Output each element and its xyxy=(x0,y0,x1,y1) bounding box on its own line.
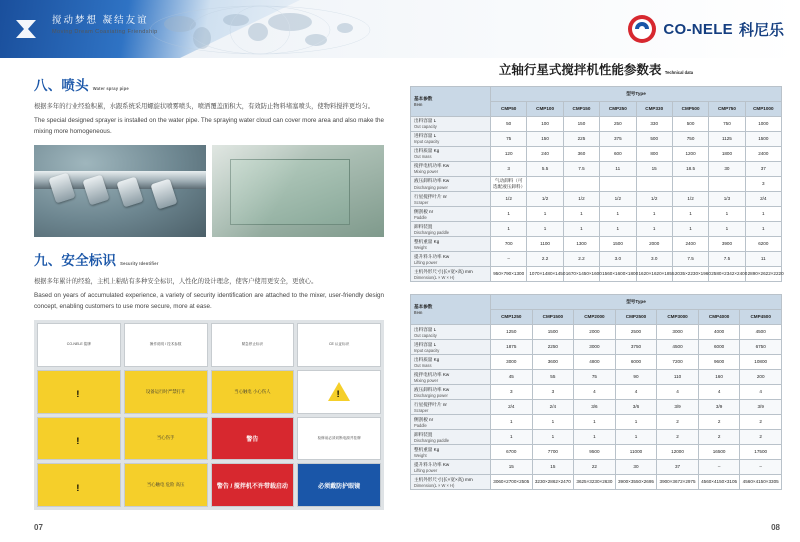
table-cell: 360 xyxy=(563,147,599,162)
table-cell: 2400 xyxy=(745,147,781,162)
security-label xyxy=(37,417,121,461)
table-cell: 15 xyxy=(491,460,533,475)
world-map-icon xyxy=(140,4,380,56)
table-cell: 1/3 xyxy=(709,192,745,207)
table-cell: 1250 xyxy=(491,325,533,340)
table-cell: 4560×4150×3105 xyxy=(698,475,740,490)
table-cell: 800 xyxy=(636,147,672,162)
table-cell: 2/4 xyxy=(745,192,781,207)
table-row xyxy=(411,460,782,475)
table-cell: 1 xyxy=(563,207,599,222)
brand-lockup xyxy=(627,14,784,44)
table-row-label: 进料容量 L Input capacity xyxy=(411,132,491,147)
table-model-header: CMP1250 xyxy=(491,310,533,325)
page-number-right: 08 xyxy=(771,523,780,532)
table-cell: 3 xyxy=(491,385,533,400)
table-cell: 2/4 xyxy=(491,400,533,415)
table-cell: 1300 xyxy=(563,237,599,252)
table-cell: 2580×2342×2400 xyxy=(709,267,745,282)
table-model-header: CMP3000 xyxy=(657,310,699,325)
table-row xyxy=(411,252,782,267)
security-label: 当心触电 危险 高压 xyxy=(124,463,208,507)
table-cell: 1 xyxy=(527,207,563,222)
table-cell: 4 xyxy=(574,385,616,400)
table-model-header: CMP1000 xyxy=(745,102,781,117)
table-cell: 18.5 xyxy=(672,162,708,177)
table-cell: 2 xyxy=(657,415,699,430)
table-row xyxy=(411,325,782,340)
table-cell: 1/2 xyxy=(636,192,672,207)
table-row-label: 卸料装置 Discharging paddle xyxy=(411,222,491,237)
table-cell: 3600 xyxy=(532,355,574,370)
table-row-label: 进料容量 L Input capacity xyxy=(411,340,491,355)
table-row-label: 出料质量 Kg Out mass xyxy=(411,147,491,162)
table-cell: 1875 xyxy=(491,340,533,355)
security-label: 当心触电 小心伤人 xyxy=(211,370,295,414)
table-cell: 1500 xyxy=(532,325,574,340)
table-cell: 5.5 xyxy=(527,162,563,177)
table-cell: 250 xyxy=(600,117,636,132)
table-row-label: 搅拌电机功率 Kw Mixing power xyxy=(411,162,491,177)
table-model-header: CMP750 xyxy=(709,102,745,117)
table-cell: 1 xyxy=(745,222,781,237)
table-cell: 6000 xyxy=(698,340,740,355)
section-water-spray-title-cn: 八、喷头 xyxy=(34,78,89,93)
table-cell: 200 xyxy=(740,370,782,385)
technical-data-title-cn: 立轴行星式搅拌机性能参数表 xyxy=(498,63,662,77)
page-header xyxy=(0,0,800,59)
security-label: 当心伤手 xyxy=(124,417,208,461)
table-cell: 3.0 xyxy=(600,252,636,267)
table-cell: 110 xyxy=(657,370,699,385)
table-cell: 1 xyxy=(709,222,745,237)
table-cell: 6200 xyxy=(745,237,781,252)
table-cell: 16500 xyxy=(698,445,740,460)
table-type-header: 型号Type xyxy=(491,87,782,102)
table-cell: 1000 xyxy=(745,117,781,132)
security-label: 警告 / 搅拌机不许带载启动 xyxy=(211,463,295,507)
table-param-header: 基本参数 Item xyxy=(411,295,491,325)
section-water-spray-heading xyxy=(34,74,384,94)
table-cell: 9500 xyxy=(574,445,616,460)
table-gap xyxy=(410,282,782,294)
table-cell: 2250 xyxy=(532,340,574,355)
table-row xyxy=(411,430,782,445)
table-cell: 4 xyxy=(740,385,782,400)
table-model-header: CMP1500 xyxy=(532,310,574,325)
table-cell: 1125 xyxy=(709,132,745,147)
table-cell: 3000 xyxy=(574,340,616,355)
table-cell: 4500 xyxy=(740,325,782,340)
table-row-label: 提升料斗功率 Kw Lifting power xyxy=(411,460,491,475)
table-cell: 2.2 xyxy=(527,252,563,267)
table-cell: 150 xyxy=(563,117,599,132)
table-cell xyxy=(527,177,563,192)
security-label-grid xyxy=(34,320,384,510)
table-model-header: CMP4500 xyxy=(740,310,782,325)
section-water-spray-title-en: Water spray pipe xyxy=(92,86,129,91)
table-cell: 6750 xyxy=(740,340,782,355)
company-mark-icon xyxy=(14,14,44,44)
table-cell: 3/9 xyxy=(740,400,782,415)
security-label: 设备运行时严禁打开 xyxy=(124,370,208,414)
table-model-header: CMP100 xyxy=(527,102,563,117)
table-cell: 1560×1600×1800 xyxy=(600,267,636,282)
table-cell: 6000 xyxy=(615,355,657,370)
table-cell xyxy=(709,177,745,192)
table-cell xyxy=(600,177,636,192)
table-cell: 3060×2700×2505 xyxy=(491,475,533,490)
table-cell: 1 xyxy=(574,430,616,445)
table-cell: 2000 xyxy=(574,325,616,340)
table-cell: 1 xyxy=(745,207,781,222)
security-label xyxy=(297,370,381,414)
table-cell: 22 xyxy=(574,460,616,475)
security-label: CE 认证标识 xyxy=(297,323,381,367)
table-row xyxy=(411,400,782,415)
table-cell: 1070×1480×1450 xyxy=(527,267,563,282)
table-cell: 1200 xyxy=(672,147,708,162)
table-cell: 11 xyxy=(745,252,781,267)
table-cell: 75 xyxy=(574,370,616,385)
table-cell: 17500 xyxy=(740,445,782,460)
table-cell: 2000 xyxy=(636,237,672,252)
table-cell: 10800 xyxy=(740,355,782,370)
security-label: 操作说明 / 技术参数 xyxy=(124,323,208,367)
table-cell: 50 xyxy=(491,117,527,132)
table-cell: 330 xyxy=(636,117,672,132)
table-cell: 2 xyxy=(657,430,699,445)
security-label: 警告 xyxy=(211,417,295,461)
table-cell: 4560×4150×3305 xyxy=(740,475,782,490)
table-cell xyxy=(636,177,672,192)
table-cell: 30 xyxy=(709,162,745,177)
table-cell: 750 xyxy=(672,132,708,147)
table-cell: 1 xyxy=(672,207,708,222)
table-param-header: 基本参数 Item xyxy=(411,87,491,117)
section-security-title-en: Security Identifier xyxy=(120,261,159,267)
section-water-spray-paragraph-cn: 根据多年的行业经验积累，水跟系统采用螺旋状喷雾喷头，喷洒覆盖面积大，有效防止物料堵塞喷头，使物料搅拌更均匀。 xyxy=(34,103,375,110)
table-model-header: CMP4000 xyxy=(698,310,740,325)
table-cell: 7.5 xyxy=(563,162,599,177)
table-row xyxy=(411,415,782,430)
table-model-header: CMP2500 xyxy=(615,310,657,325)
table-cell: 3000 xyxy=(491,355,533,370)
table-cell: 3900×3550×2695 xyxy=(615,475,657,490)
security-label xyxy=(37,370,121,414)
table-row-label: 搅拌电机功率 Kw Mixing power xyxy=(411,370,491,385)
table-cell: 15 xyxy=(532,460,574,475)
table-cell: 1 xyxy=(563,222,599,237)
table-row-label: 侧刮板 nr Paddle xyxy=(411,207,491,222)
table-cell: 1 xyxy=(636,207,672,222)
slogan-en: Moving Dream Coaxiating Friendship xyxy=(52,28,158,35)
table-cell: 2 xyxy=(698,430,740,445)
table-row xyxy=(411,340,782,355)
table-cell: 1/2 xyxy=(600,192,636,207)
table-model-header: CMP2000 xyxy=(574,310,616,325)
table-cell: 500 xyxy=(672,117,708,132)
table-cell: 3900×3672×2975 xyxy=(657,475,699,490)
table-cell: 1 xyxy=(672,222,708,237)
table-cell: 3625×3230×2630 xyxy=(574,475,616,490)
table-row xyxy=(411,237,782,252)
table-cell: – xyxy=(698,460,740,475)
page-number-left: 07 xyxy=(34,523,43,532)
table-cell: 4 xyxy=(698,385,740,400)
table-cell: 1 xyxy=(532,415,574,430)
table-row-label: 液压卸料功率 Kw Discharging power xyxy=(411,385,491,400)
table-model-header: CMP250 xyxy=(600,102,636,117)
table-row-label: 整机重量 Kg Weight xyxy=(411,237,491,252)
table-cell: – xyxy=(491,252,527,267)
table-cell: 3/9 xyxy=(698,400,740,415)
slogan-cn: 搅动梦想 凝结友谊 xyxy=(52,15,149,26)
table-cell: 120 xyxy=(491,147,527,162)
table-cell: 2500 xyxy=(615,325,657,340)
table-row xyxy=(411,207,782,222)
table-cell: 2 xyxy=(740,430,782,445)
water-spray-photos xyxy=(34,145,384,237)
table-cell: 2890×2622×2220 xyxy=(745,267,781,282)
security-label: 紧急停止标识 xyxy=(211,323,295,367)
brand-badge-icon xyxy=(627,14,657,44)
table-row xyxy=(411,147,782,162)
table-row-label: 侧刮板 nr Paddle xyxy=(411,415,491,430)
table-cell: 1500 xyxy=(600,237,636,252)
table-row xyxy=(411,177,782,192)
table-cell: 1/2 xyxy=(527,192,563,207)
table-cell: 2/4 xyxy=(532,400,574,415)
table-cell: 4500 xyxy=(657,340,699,355)
table-model-header: CMP50 xyxy=(491,102,527,117)
table-row xyxy=(411,445,782,460)
photo-spray-in-mixer xyxy=(212,145,384,237)
table-cell: 1670×1450×1600 xyxy=(563,267,599,282)
spec-table-2 xyxy=(410,294,782,490)
table-cell: 7200 xyxy=(657,355,699,370)
technical-data-title-en: Technical data xyxy=(664,70,694,75)
table-cell: 1 xyxy=(532,430,574,445)
table-cell: 4 xyxy=(657,385,699,400)
table-cell: 100 xyxy=(527,117,563,132)
table-row-label: 主机外形尺寸(长×宽×高) mm Dimension(L × W × H) xyxy=(411,475,491,490)
table-cell: 1 xyxy=(600,222,636,237)
section-security-paragraph-en: Based on years of accumulated experience, a variety of security identification are attached to the mixer, user-friendly design concept, enabling customers to use more secure, more at ease. xyxy=(34,292,384,311)
table-cell: 7700 xyxy=(532,445,574,460)
security-label xyxy=(37,463,121,507)
table-cell: 225 xyxy=(563,132,599,147)
table-cell: 950×790×1300 xyxy=(491,267,527,282)
table-row-label: 卸料装置 Discharging paddle xyxy=(411,430,491,445)
table-cell: 9600 xyxy=(698,355,740,370)
table-cell: 3/9 xyxy=(657,400,699,415)
table-cell: 240 xyxy=(527,147,563,162)
table-cell: 1 xyxy=(709,207,745,222)
table-cell: 1500 xyxy=(745,132,781,147)
table-cell: 2400 xyxy=(672,237,708,252)
table-cell xyxy=(563,177,599,192)
table-cell: 1 xyxy=(491,430,533,445)
table-cell: 75 xyxy=(491,132,527,147)
table-row xyxy=(411,370,782,385)
table-cell: 7.5 xyxy=(672,252,708,267)
table-row-label: 液压卸料功率 Kw Discharging power xyxy=(411,177,491,192)
table-cell: 11 xyxy=(600,162,636,177)
table-cell: 4000 xyxy=(698,325,740,340)
table-model-header: CMP150 xyxy=(563,102,599,117)
table-cell: 3 xyxy=(491,162,527,177)
table-row-label: 出料容量 L Out capacity xyxy=(411,325,491,340)
table-cell: 1100 xyxy=(527,237,563,252)
section-security-heading xyxy=(34,249,384,269)
table-cell xyxy=(672,177,708,192)
table-cell: 4 xyxy=(615,385,657,400)
table-cell: 1 xyxy=(615,430,657,445)
table-cell: 600 xyxy=(600,147,636,162)
brand-name-cn: 科尼乐 xyxy=(738,21,784,39)
table-row xyxy=(411,117,782,132)
table-cell: 2.2 xyxy=(563,252,599,267)
hand-hazard-icon xyxy=(68,429,90,448)
table-cell: 1 xyxy=(574,415,616,430)
table-cell: 气动卸料（可选配液压卸料） xyxy=(491,177,527,192)
table-cell: 3.0 xyxy=(636,252,672,267)
table-cell: 3/6 xyxy=(615,400,657,415)
section-security-paragraph-cn: 根据多年累计的经验，主机上粘贴有多种安全标识，人性化的设计理念，使客户使用更安全，更放心。 xyxy=(34,278,318,286)
table-cell: 1620×1620×1855 xyxy=(636,267,672,282)
table-row-label: 行星搅拌叶片 nr Scraper xyxy=(411,400,491,415)
table-row-label: 整机重量 Kg Weight xyxy=(411,445,491,460)
table-cell: – xyxy=(740,460,782,475)
right-column xyxy=(410,60,782,490)
table-cell: 700 xyxy=(491,237,527,252)
table-row-label: 行星搅拌叶片 nr Scraper xyxy=(411,192,491,207)
table-cell: 55 xyxy=(532,370,574,385)
electric-shock-icon xyxy=(68,476,90,495)
table-cell: 12000 xyxy=(657,445,699,460)
table-cell: 2 xyxy=(740,415,782,430)
table-model-header: CMP500 xyxy=(672,102,708,117)
table-cell: 150 xyxy=(527,132,563,147)
table-cell: 3900 xyxy=(709,237,745,252)
table-cell: 3 xyxy=(532,385,574,400)
table-cell: 1800 xyxy=(709,147,745,162)
table-row xyxy=(411,267,782,282)
spec-table-1 xyxy=(410,86,782,282)
table-row-label: 提升料斗功率 Kw Lifting power xyxy=(411,252,491,267)
table-cell: 11000 xyxy=(615,445,657,460)
table-cell: 37 xyxy=(745,162,781,177)
table-cell: 1 xyxy=(615,415,657,430)
table-cell: 1 xyxy=(491,415,533,430)
table-cell: 1 xyxy=(600,207,636,222)
table-cell: 45 xyxy=(491,370,533,385)
security-label: 必须戴防护眼镜 xyxy=(297,463,381,507)
table-row xyxy=(411,475,782,490)
table-row-label: 出料质量 Kg Out mass xyxy=(411,355,491,370)
table-row-label: 出料容量 L Out capacity xyxy=(411,117,491,132)
table-cell: 500 xyxy=(636,132,672,147)
table-cell: 160 xyxy=(698,370,740,385)
table-cell: 6700 xyxy=(491,445,533,460)
table-cell: 2035×2230×1960 xyxy=(672,267,708,282)
table-cell: 1/2 xyxy=(491,192,527,207)
table-cell: 1 xyxy=(491,222,527,237)
table-cell: 1 xyxy=(527,222,563,237)
table-model-header: CMP330 xyxy=(636,102,672,117)
section-security-title-cn: 九、安全标识 xyxy=(34,253,117,269)
table-type-header: 型号Type xyxy=(491,295,782,310)
table-cell: 3230×2862×2470 xyxy=(532,475,574,490)
table-cell: 750 xyxy=(709,117,745,132)
table-cell: 1/2 xyxy=(563,192,599,207)
table-cell: 30 xyxy=(615,460,657,475)
table-cell: 1 xyxy=(636,222,672,237)
table-cell: 1 xyxy=(491,207,527,222)
left-column xyxy=(34,74,384,510)
table-cell: 90 xyxy=(615,370,657,385)
table-cell: 3 xyxy=(745,177,781,192)
table-cell: 37 xyxy=(657,460,699,475)
table-row xyxy=(411,222,782,237)
technical-data-heading xyxy=(410,60,782,78)
table-cell: 4800 xyxy=(574,355,616,370)
table-cell: 1/2 xyxy=(672,192,708,207)
section-security xyxy=(34,249,384,510)
table-row xyxy=(411,162,782,177)
table-cell: 15 xyxy=(636,162,672,177)
table-row xyxy=(411,132,782,147)
table-row xyxy=(411,192,782,207)
warning-triangle-icon xyxy=(328,382,350,401)
table-cell: 3000 xyxy=(657,325,699,340)
photo-spray-nozzles xyxy=(34,145,206,237)
photo-light-band xyxy=(212,145,384,237)
table-row xyxy=(411,355,782,370)
security-label: 检修前必须切断电源并挂牌 xyxy=(297,417,381,461)
security-label: CO-NELE 铭牌 xyxy=(37,323,121,367)
table-cell: 7.5 xyxy=(709,252,745,267)
table-row-label: 主机外形尺寸(长×宽×高) mm Dimension(L × W × H) xyxy=(411,267,491,282)
warning-triangle-icon xyxy=(68,382,90,401)
table-cell: 2 xyxy=(698,415,740,430)
table-cell: 375 xyxy=(600,132,636,147)
table-cell: 3/6 xyxy=(574,400,616,415)
section-water-spray-paragraph-en: The special designed sprayer is installed on the water pipe. The spraying water cloud can cover more area and also make the mixing more homogeneous. xyxy=(34,117,384,136)
table-cell: 3750 xyxy=(615,340,657,355)
table-row xyxy=(411,385,782,400)
brand-name-en: CO-NELE xyxy=(663,20,733,38)
